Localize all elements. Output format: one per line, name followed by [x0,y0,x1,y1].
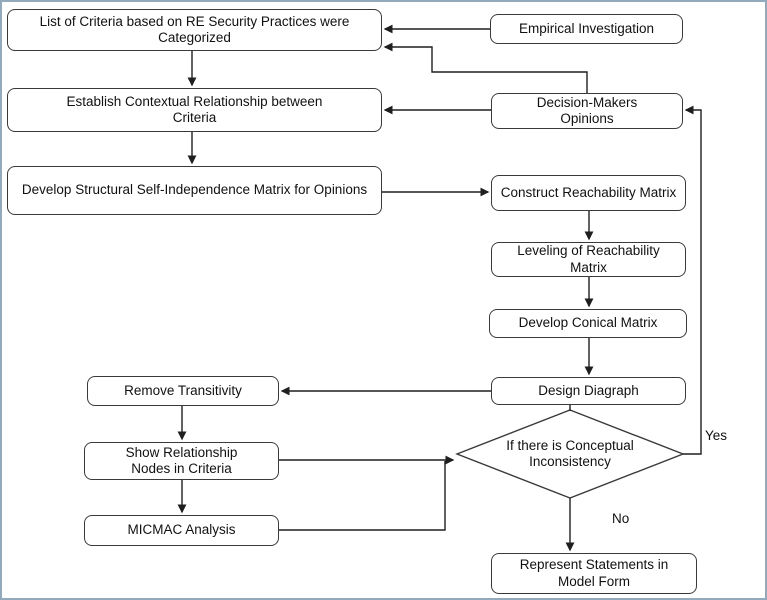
edge-label-yes: Yes [705,428,728,443]
node-decision-makers-opinions: Decision-Makers Opinions [491,93,683,129]
edge-label-no: No [612,511,630,526]
node-design-diagraph: Design Diagraph [491,377,686,405]
node-structural-self-independence-matrix: Develop Structural Self-Independence Matrix for Opinions [7,166,382,215]
node-micmac-analysis: MICMAC Analysis [84,515,279,546]
node-conceptual-inconsistency: If there is Conceptual Inconsistency [506,437,634,469]
node-construct-reachability-matrix: Construct Reachability Matrix [491,175,686,211]
node-remove-transitivity: Remove Transitivity [87,376,279,406]
arrow-diamond-yes-to-decision-makers [683,110,701,454]
node-list-criteria: List of Criteria based on RE Security Practices were Categorized [7,9,382,51]
node-empirical-investigation: Empirical Investigation [490,14,683,44]
arrow-decision-makers-to-list [385,47,587,93]
node-show-relationship-nodes: Show Relationship Nodes in Criteria [84,442,279,480]
node-represent-statements: Represent Statements in Model Form [491,553,697,594]
line-micmac-to-diamond [279,461,445,530]
node-develop-conical-matrix: Develop Conical Matrix [489,309,687,338]
node-leveling-of-reachability-matrix: Leveling of Reachability Matrix [491,242,686,277]
node-establish-contextual-relationship: Establish Contextual Relationship between Criteria [7,88,382,132]
